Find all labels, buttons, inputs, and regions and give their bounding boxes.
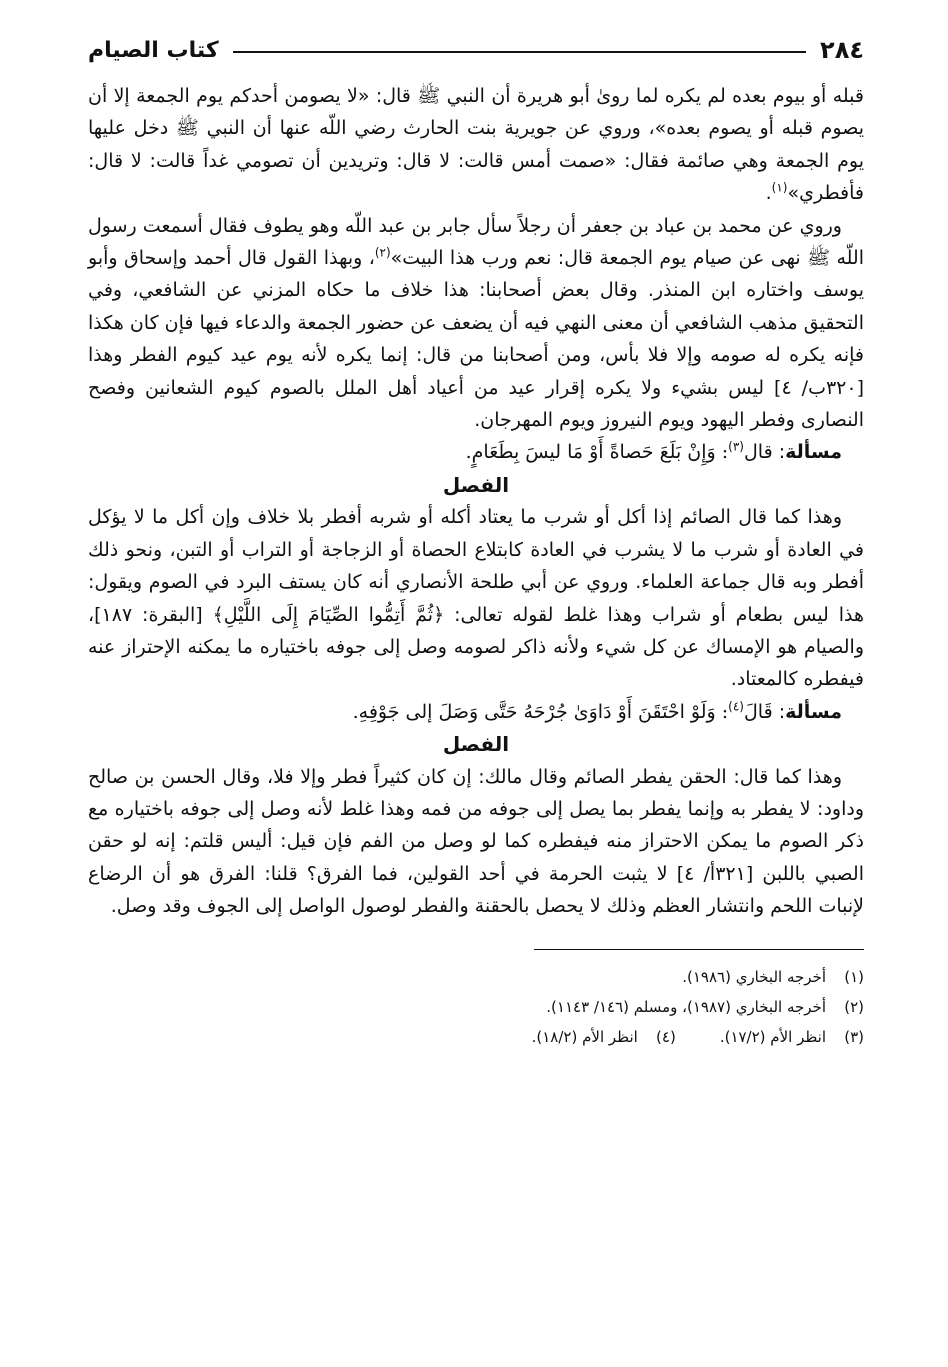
footnote-4: (٤) انظر الأم (١٨/٢).: [531, 1027, 676, 1046]
footnote-row: [88, 962, 864, 992]
footnote-2: (٢) أخرجه البخاري (١٩٨٧)، ومسلم (١٤٦/ ١١٤٣).: [546, 997, 864, 1016]
page-header: [88, 28, 864, 72]
book-page: [88, 28, 864, 1052]
paragraph-1: قبله أو بيوم بعده لم يكره لما روىٰ أبو هريرة أن النبي ﷺ قال: «لا يصومن أحدكم يوم الجمعة إلا أن يصوم قبله أو يصوم بعده»، وروي عن جويرية بنت الحارث رضي اللّه عنها أن النبي ﷺ دخل عليها يوم الجمعة وهي صائمة فقال: «صمت أمس قالت: لا قال: وتريدين أن تصومي غداً قالت: لا قال: فأفطري»$^{(١)}$.: [88, 85, 864, 205]
footnote-3: (٣) انظر الأم (١٧/٢).: [719, 1027, 864, 1046]
section-heading-2: الفصل: [442, 732, 510, 757]
footnote-ref-3: (٣): [728, 440, 744, 455]
masala-label: مسألة: [785, 441, 842, 464]
footnotes: [88, 962, 864, 1052]
footnote-row: [88, 992, 864, 1022]
main-text: [88, 80, 864, 923]
footnote-ref-4: (٤): [728, 699, 744, 714]
masala-label: مسألة: [785, 700, 842, 723]
header-rule: [233, 51, 806, 53]
section-heading-1: الفصل: [442, 472, 510, 497]
masala-quote: : وَلَوْ احْتَقَنَ أَوْ دَاوَىٰ جُرْحَهُ حَتَّى وَصَلَ إلى جَوْفِهِ.: [352, 700, 729, 723]
running-title: كتاب الصيام: [88, 37, 219, 63]
footnote-ref-2: (٢): [374, 245, 391, 260]
footnote-ref-1: (١): [771, 180, 788, 195]
paragraph-3: وهذا كما قال الصائم إذا أكل أو شرب ما يعتاد أكله أو شربه أفطر بلا خلاف وإن أكل ما لا يؤكل في العادة أو شرب ما لا يشرب في العادة كابتلاع الحصاة أو الزجاجة أو التراب أو التبن، ونحو ذلك أفطر وبه قال جماعة العلماء. وروي عن أبي طلحة الأنصاري أنه كان يستف البرد في الصوم ويقول: هذا ليس بطعام أو شراب وهذا غلط لقوله تعالى: ﴿ثُمَّ أَتِمُّوا الصِّيَامَ إِلَى اللَّيْلِ﴾ [البقرة: ١٨٧]، والصيام هو الإمساك عن كل شيء ولأنه ذاكر لصومه وصل إلى جوفه باختياره ما يمكنه الإحتراز عنه فيفطره كالمعتاد.: [88, 506, 864, 691]
masala-quote: : وَإِنْ بَلَعَ حَصاةً أَوْ مَا ليسَ بِطَعَامٍ.: [465, 441, 729, 464]
footnote-rule: [534, 949, 864, 950]
masala-1: مسألة: قال$^{(٣)}$: وَإِنْ بَلَعَ حَصاةً أَوْ مَا ليسَ بِطَعَامٍ.: [465, 440, 842, 464]
footnote-1: (١) أخرجه البخاري (١٩٨٦).: [682, 967, 864, 986]
page-number: ٢٨٤: [820, 36, 864, 64]
paragraph-4: وهذا كما قال: الحقن يفطر الصائم وقال مالك: إن كان كثيراً فطر وإلا فلا، وقال الحسن بن صالح وداود: لا يفطر به وإنما يفطر بما يصل إلى جوفه من فمه وهذا غلط لأنه وصل إلى جوفه باختياره مع ذكر الصوم ما يمكن الاحتراز منه فيفطره كما لو وصل من الفم فإن قيل: أليس قلتم: إنه لو حقن الصبي باللبن [٣٢١أ/ ٤] لا يثبت الحرمة في أحد القولين، فما الفرق؟ قلنا: الفرق هو أن الرضاع لإنبات اللحم وانتشار العظم وذلك لا يحصل بالحقنة والفطر لوصول الواصل إلى الجوف وقد وصل.: [88, 765, 864, 918]
masala-2: مسألة: قَالَ$^{(٤)}$: وَلَوْ احْتَقَنَ أَوْ دَاوَىٰ جُرْحَهُ حَتَّى وَصَلَ إلى جَوْفِهِ.: [352, 699, 842, 723]
paragraph-2: وروي عن محمد بن عباد بن جعفر أن رجلاً سأل جابر بن عبد اللّه وهو يطوف فقال أسمعت رسول اللّه ﷺ نهى عن صيام يوم الجمعة قال: نعم ورب هذا البيت»$^{(٢)}$، وبهذا القول قال أحمد وإسحاق وأبو يوسف واختاره ابن المنذر. وقال بعض أصحابنا: هذا خلاف ما حكاه المزني عن الشافعي، وفي التحقيق مذهب الشافعي أن معنى النهي فيه أن يضعف عن حضور الجمعة والدعاء فيها فإن كان هكذا فإنه يكره له صومه وإلا فلا بأس، ومن أصحابنا من قال: إنما يكره لأنه يوم عيد كيوم الفطر وهذا [٣٢٠ب/ ٤] ليس بشيء ولا يكره إقرار عيد من أعياد أهل الملل بالصوم كيوم الشعانين وفصح النصارى وفطر اليهود ويوم النيروز ويوم المهرجان.: [88, 214, 865, 432]
footnote-row: [88, 1022, 864, 1052]
